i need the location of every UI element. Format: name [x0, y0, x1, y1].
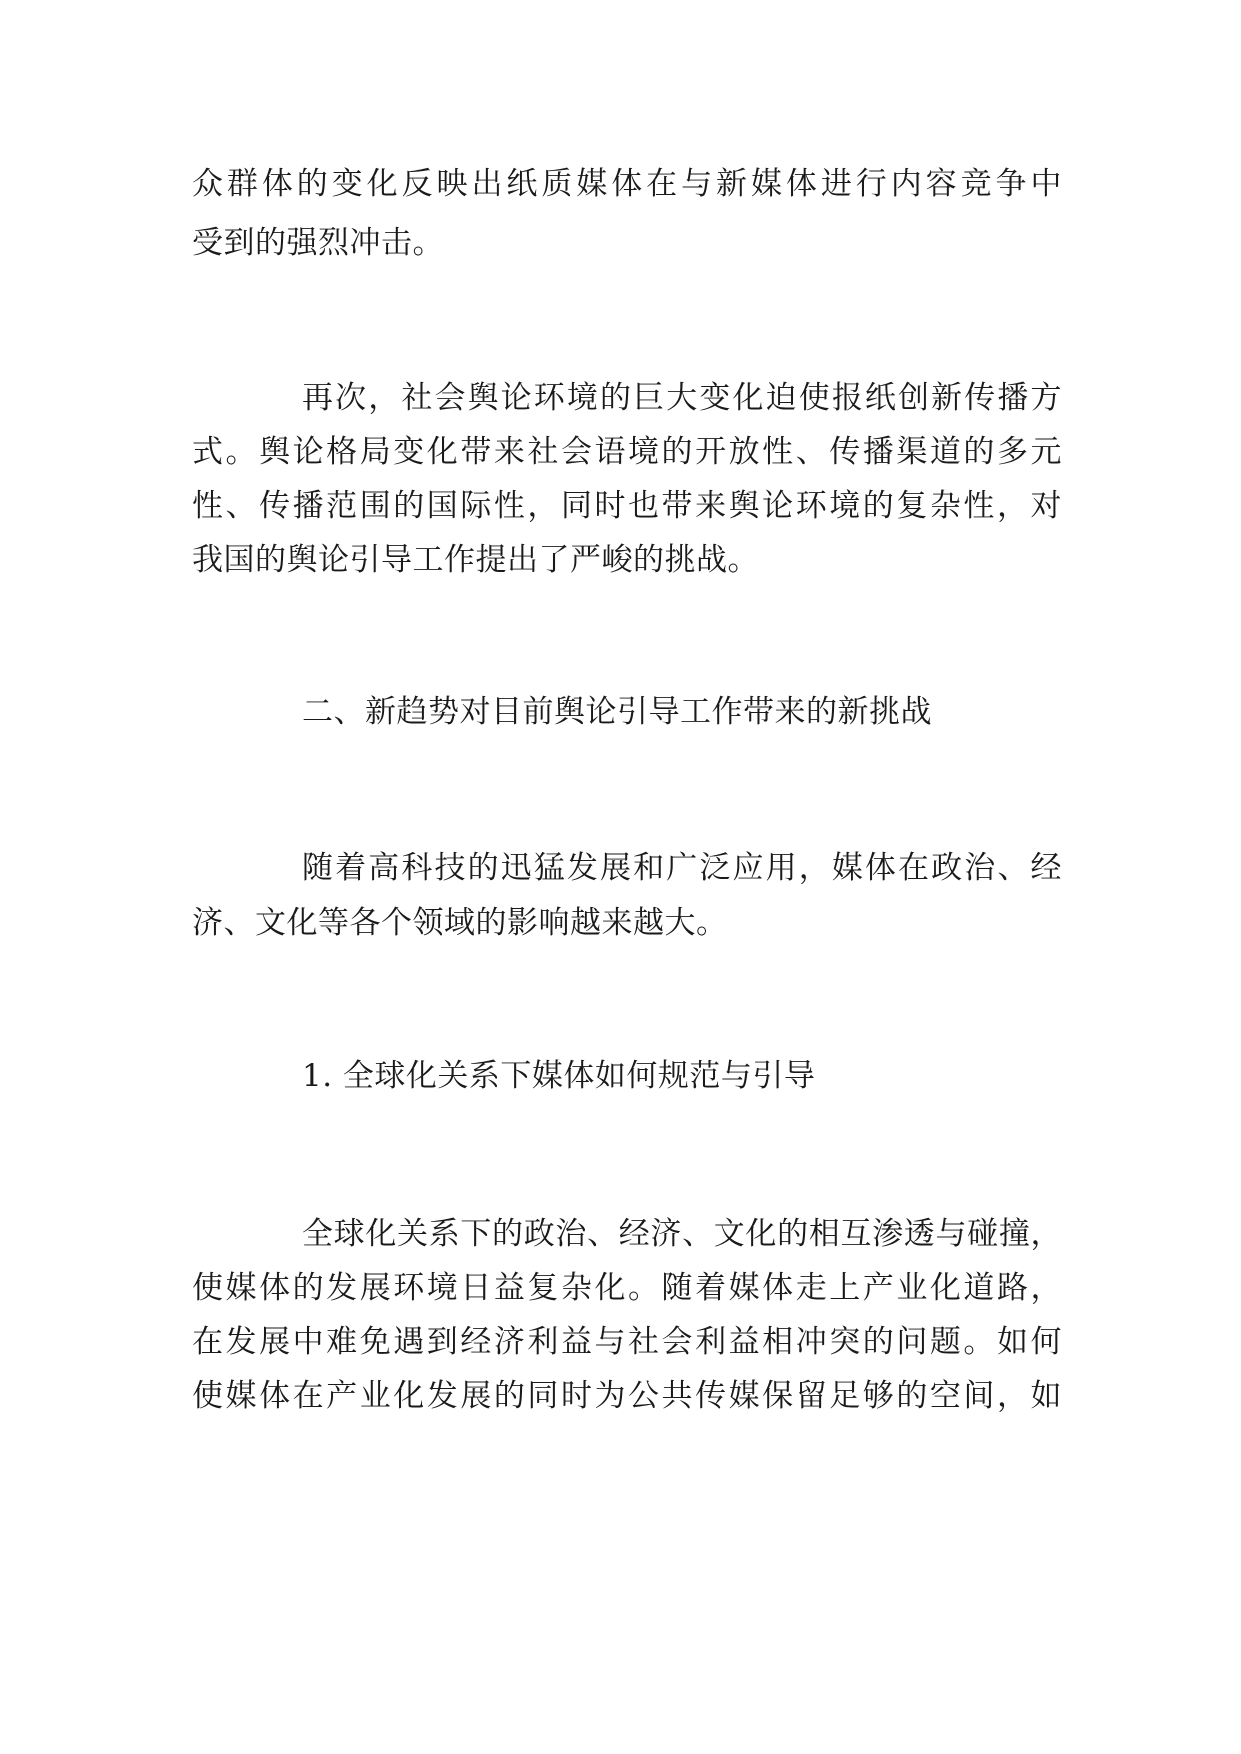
text-line: 随着高科技的迅猛发展和广泛应用，媒体在政治、经 — [302, 850, 1062, 886]
text-line: 使媒体在产业化发展的同时为公共传媒保留足够的空间，如 — [192, 1378, 1062, 1414]
text-line: 在发展中难免遇到经济利益与社会利益相冲突的问题。如何 — [192, 1324, 1062, 1360]
text-line: 全球化关系下的政治、经济、文化的相互渗透与碰撞， — [302, 1216, 1062, 1252]
text-line: 众群体的变化反映出纸质媒体在与新媒体进行内容竞争中 — [192, 166, 1062, 202]
text-line: 受到的强烈冲击。 — [192, 225, 444, 261]
text-line: 性、传播范围的国际性，同时也带来舆论环境的复杂性，对 — [192, 488, 1062, 524]
section-heading: 二、新趋势对目前舆论引导工作带来的新挑战 — [302, 694, 932, 730]
subsection-heading: 1. 全球化关系下媒体如何规范与引导 — [302, 1058, 816, 1094]
text-line: 再次，社会舆论环境的巨大变化迫使报纸创新传播方 — [302, 380, 1062, 416]
text-line: 式。舆论格局变化带来社会语境的开放性、传播渠道的多元 — [192, 434, 1062, 470]
text-line: 使媒体的发展环境日益复杂化。随着媒体走上产业化道路， — [192, 1270, 1062, 1306]
text-line: 我国的舆论引导工作提出了严峻的挑战。 — [192, 542, 759, 578]
text-line: 济、文化等各个领域的影响越来越大。 — [192, 905, 728, 941]
